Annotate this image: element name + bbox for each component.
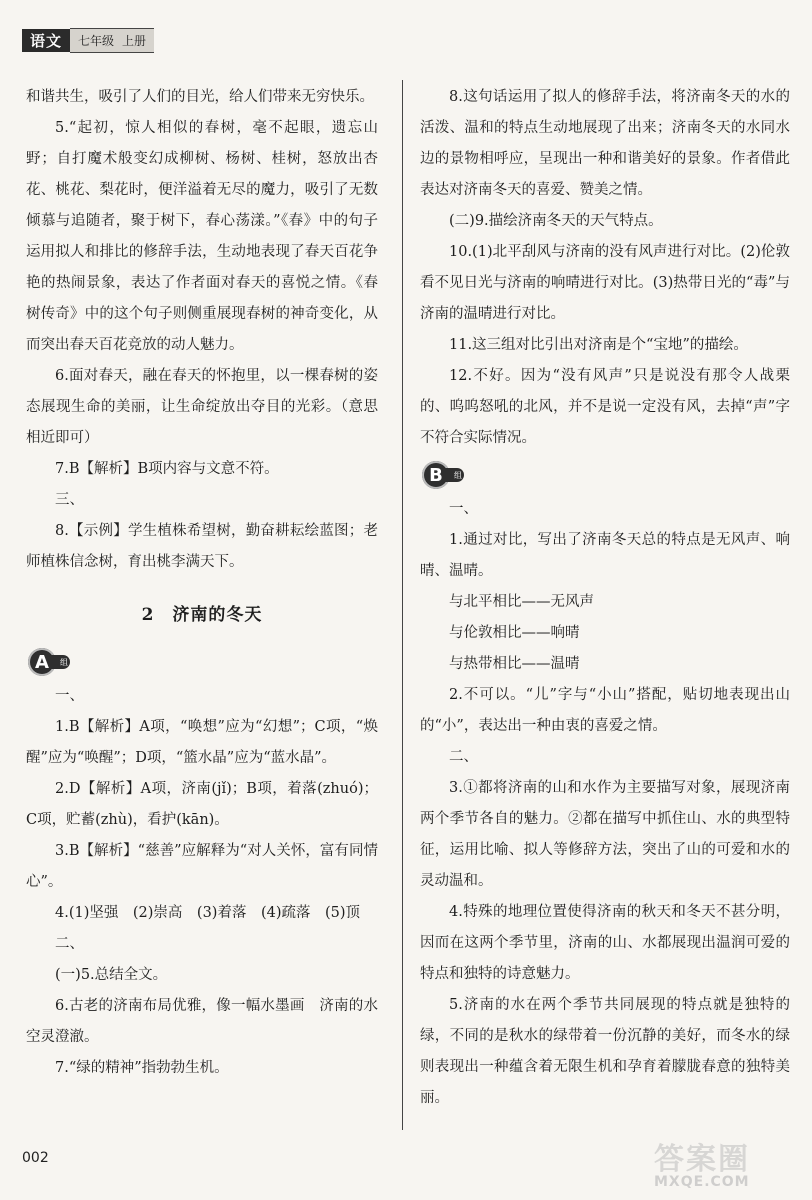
answer-paragraph: 7.B【解析】B项内容与文意不符。 bbox=[55, 461, 279, 477]
answer-paragraph: 二、 bbox=[449, 749, 478, 765]
header-volume: 上册 bbox=[122, 33, 147, 48]
answer-paragraph: 4.(1)坚强 (2)崇高 (3)着落 (4)疏落 (5)顶 bbox=[55, 905, 361, 921]
answer-paragraph: 三、 bbox=[55, 492, 84, 508]
answer-paragraph: 6.面对春天，融在春天的怀抱里，以一棵春树的姿态展现生命的美丽，让生命绽放出夺目的光彩。（意思相近即可） bbox=[26, 368, 378, 446]
group-b-paragraphs bbox=[420, 494, 790, 1114]
answer-paragraph: 5.“起初，惊人相似的春树，毫不起眼，遗忘山野；自打魔术般变幻成柳树、杨树、桂树，怒放出杏花、桃花、梨花时，便洋溢着无尽的魔力，吸引了无数倾慕与追随者，聚于树下，春心荡漾。”《春》中的句子运用拟人和排比的修辞手法，生动地表现了春天百花争艳的热闹景象，表达了作者面对春天的喜悦之情。《春树传奇》中的这个句子则侧重展现春树的神奇变化，从而突出春天百花竞放的动人魅力。 bbox=[26, 120, 378, 353]
answer-paragraph: 8.这句话运用了拟人的修辞手法，将济南冬天的水的活泼、温和的特点生动地展现了出来；济南冬天的水同水边的景物相呼应，呈现出一种和谐美好的景象。作者借此表达对济南冬天的喜爱、赞美之情。 bbox=[420, 89, 790, 198]
answer-paragraph: 10.(1)北平刮风与济南的没有风声进行对比。(2)伦敦看不见日光与济南的响晴进行对比。(3)热带日光的“毒”与济南的温晴进行对比。 bbox=[420, 244, 790, 322]
answer-paragraph: 与北平相比——无风声 bbox=[449, 594, 594, 610]
watermark-bottom: MXQE.COM bbox=[654, 1174, 750, 1190]
answer-paragraph: 8.【示例】学生植株希望树，勤奋耕耘绘蓝图；老师植株信念树，育出桃李满天下。 bbox=[26, 523, 378, 570]
group-b-badge bbox=[422, 460, 466, 490]
answer-paragraph: 6.古老的济南布局优雅，像一幅水墨画 济南的水空灵澄澈。 bbox=[26, 998, 378, 1045]
right-column bbox=[420, 82, 790, 1114]
answer-paragraph: 12.不好。因为“没有风声”只是说没有那令人战栗的、呜呜怒吼的北风，并不是说一定没有风，去掉“声”字不符合实际情况。 bbox=[420, 368, 790, 446]
section-title: 2 济南的冬天 bbox=[141, 605, 263, 625]
answer-paragraph: 1.通过对比，写出了济南冬天总的特点是无风声、响晴、温晴。 bbox=[420, 532, 790, 579]
header-subject: 语文 bbox=[22, 29, 70, 52]
right-paragraphs bbox=[420, 82, 790, 454]
header-grade: 七年级 bbox=[78, 33, 115, 48]
group-a-tail: 组 bbox=[50, 655, 70, 669]
group-b-tail: 组 bbox=[444, 468, 464, 482]
answer-paragraph: 11.这三组对比引出对济南是个“宝地”的描绘。 bbox=[449, 337, 748, 353]
answer-paragraph: 与热带相比——温晴 bbox=[449, 656, 580, 672]
answer-paragraph: 2.不可以。“儿”字与“小山”搭配，贴切地表现出山的“小”，表达出一种由衷的喜爱之情。 bbox=[420, 687, 790, 734]
answer-paragraph: 5.济南的水在两个季节共同展现的特点就是独特的绿，不同的是秋水的绿带着一份沉静的美好，而冬水的绿则表现出一种蕴含着无限生机和孕育着朦胧春意的独特美丽。 bbox=[420, 997, 790, 1106]
answer-paragraph: (二)9.描绘济南冬天的天气特点。 bbox=[449, 213, 663, 229]
answer-paragraph: (一)5.总结全文。 bbox=[55, 967, 168, 983]
page-number: 002 bbox=[22, 1150, 49, 1166]
group-a-paragraphs bbox=[26, 681, 378, 1084]
answer-paragraph: 1.B【解析】A项，“唤想”应为“幻想”；C项，“焕醒”应为“唤醒”；D项，“篮水晶”应为“蓝水晶”。 bbox=[26, 719, 378, 766]
answer-paragraph: 一、 bbox=[55, 688, 84, 704]
group-a-badge bbox=[28, 647, 72, 677]
page-header bbox=[22, 28, 154, 52]
answer-paragraph: 2.D【解析】A项，济南(jǐ)；B项，着落(zhuó)；C项，贮蓄(zhù)，看护(kān)。 bbox=[26, 781, 378, 828]
left-paragraphs bbox=[26, 82, 378, 578]
answer-paragraph: 与伦敦相比——响晴 bbox=[449, 625, 580, 641]
answer-paragraph: 7.“绿的精神”指勃勃生机。 bbox=[55, 1060, 229, 1076]
group-b-letter: B bbox=[422, 461, 450, 489]
header-grade-volume bbox=[70, 28, 154, 53]
watermark-logo bbox=[654, 1134, 804, 1194]
group-a-letter: A bbox=[28, 648, 56, 676]
answer-paragraph: 3.B【解析】“慈善”应解释为“对人关怀，富有同情心”。 bbox=[26, 843, 378, 890]
answer-paragraph: 4.特殊的地理位置使得济南的秋天和冬天不甚分明，因而在这两个季节里，济南的山、水都展现出温润可爱的特点和独特的诗意魅力。 bbox=[420, 904, 790, 982]
column-divider bbox=[402, 80, 403, 1130]
answer-paragraph: 3.①都将济南的山和水作为主要描写对象，展现济南两个季节各自的魅力。②都在描写中抓住山、水的典型特征，运用比喻、拟人等修辞方法，突出了山的可爱和水的灵动温和。 bbox=[420, 780, 790, 889]
answer-paragraph: 二、 bbox=[55, 936, 84, 952]
watermark-top: 答案圈 bbox=[654, 1142, 750, 1177]
answer-paragraph: 和谐共生，吸引了人们的目光，给人们带来无穷快乐。 bbox=[26, 89, 374, 105]
left-column bbox=[26, 82, 378, 1084]
answer-paragraph: 一、 bbox=[449, 501, 478, 517]
